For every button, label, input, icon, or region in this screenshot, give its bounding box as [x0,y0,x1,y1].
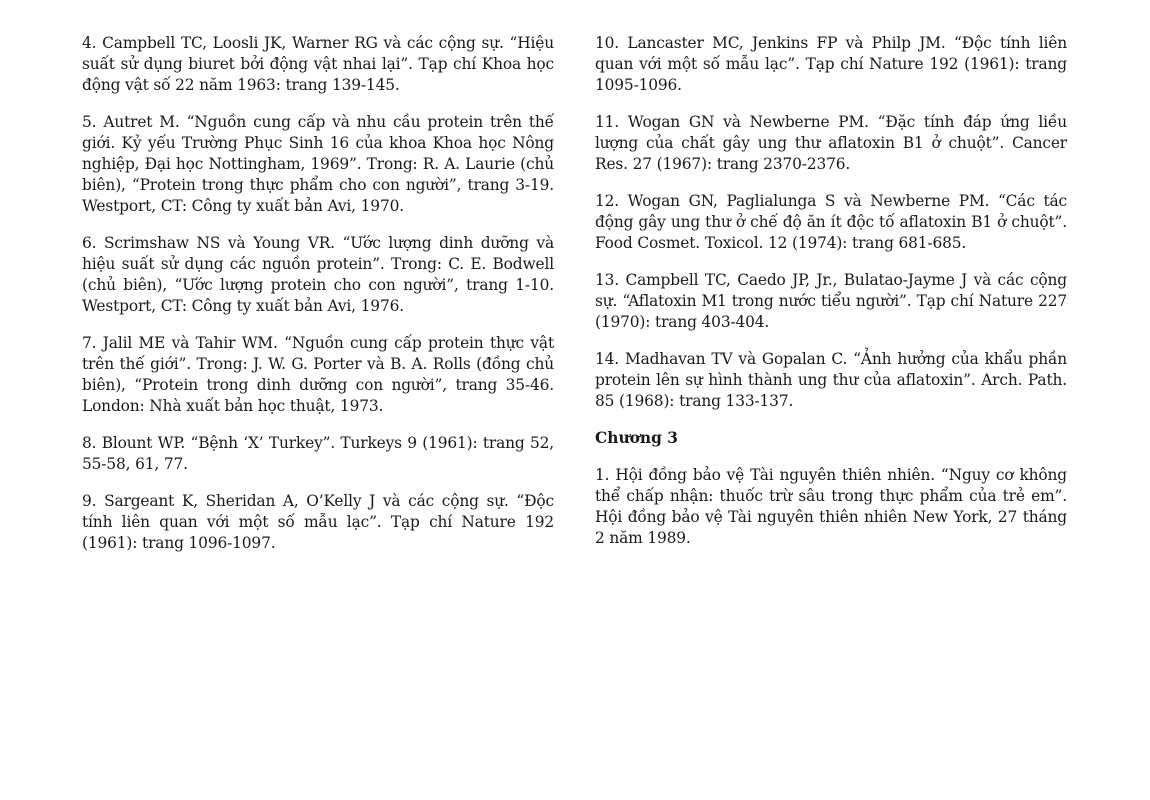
left-column [82,33,554,570]
reference-item: 8. Blount WP. “Bệnh ‘X’ Turkey”. Turkeys 9 (1961): trang 52, 55-58, 61, 77. [82,434,554,473]
reference-item: 7. Jalil ME và Tahir WM. “Nguồn cung cấp protein thực vật trên thế giới”. Trong: J. W. G. Porter và B. A. Rolls (đồng chủ biên), “Protein trong dinh dưỡng con người”, trang 35-46. London: Nhà xuất bản học thuật, 1973. [82,334,554,415]
reference-item: 1. Hội đồng bảo vệ Tài nguyên thiên nhiên. “Nguy cơ không thể chấp nhận: thuốc trừ sâu trong thực phẩm của trẻ em”. Hội đồng bảo vệ Tài nguyên thiên nhiên New York, 27 tháng 2 năm 1989. [595,466,1067,547]
reference-item: 13. Campbell TC, Caedo JP, Jr., Bulatao-Jayme J và các cộng sự. “Aflatoxin M1 trong nước tiểu người”. Tạp chí Nature 227 (1970): trang 403-404. [595,271,1067,331]
reference-item: 9. Sargeant K, Sheridan A, O’Kelly J và các cộng sự. “Độc tính liên quan với một số mẫu lạc”. Tạp chí Nature 192 (1961): trang 1096-1097. [82,492,554,552]
reference-item: 11. Wogan GN và Newberne PM. “Đặc tính đáp ứng liều lượng của chất gây ung thư aflatoxin B1 ở chuột”. Cancer Res. 27 (1967): trang 2370-2376. [595,113,1067,173]
reference-item: 14. Madhavan TV và Gopalan C. “Ảnh hưởng của khẩu phần protein lên sự hình thành ung thư của aflatoxin”. Arch. Path. 85 (1968): trang 133-137. [595,350,1067,410]
reference-item: 12. Wogan GN, Paglialunga S và Newberne PM. “Các tác động gây ung thư ở chế độ ăn ít độc tố aflatoxin B1 ở chuột”. Food Cosmet. Toxicol. 12 (1974): trang 681-685. [595,192,1067,252]
reference-item: 4. Campbell TC, Loosli JK, Warner RG và các cộng sự. “Hiệu suất sử dụng biuret bởi động vật nhai lại”. Tạp chí Khoa học động vật số 22 năm 1963: trang 139-145. [82,34,554,94]
chapter-heading: Chương 3 [595,429,678,447]
reference-item: 5. Autret M. “Nguồn cung cấp và nhu cầu protein trên thế giới. Kỷ yếu Trường Phục Sinh 16 của khoa Khoa học Nông nghiệp, Đại học Nottingham, 1969”. Trong: R. A. Laurie (chủ biên), “Protein trong thực phẩm cho con người”, trang 3-19. Westport, CT: Công ty xuất bản Avi, 1970. [82,113,554,215]
reference-item: 10. Lancaster MC, Jenkins FP và Philp JM. “Độc tính liên quan với một số mẫu lạc”. Tạp chí Nature 192 (1961): trang 1095-1096. [595,34,1067,94]
right-column [595,33,1067,565]
reference-item: 6. Scrimshaw NS và Young VR. “Ước lượng dinh dưỡng và hiệu suất sử dụng các nguồn protein”. Trong: C. E. Bodwell (chủ biên), “Ước lượng protein cho con người”, trang 1-10. Westport, CT: Công ty xuất bản Avi, 1976. [82,234,554,315]
